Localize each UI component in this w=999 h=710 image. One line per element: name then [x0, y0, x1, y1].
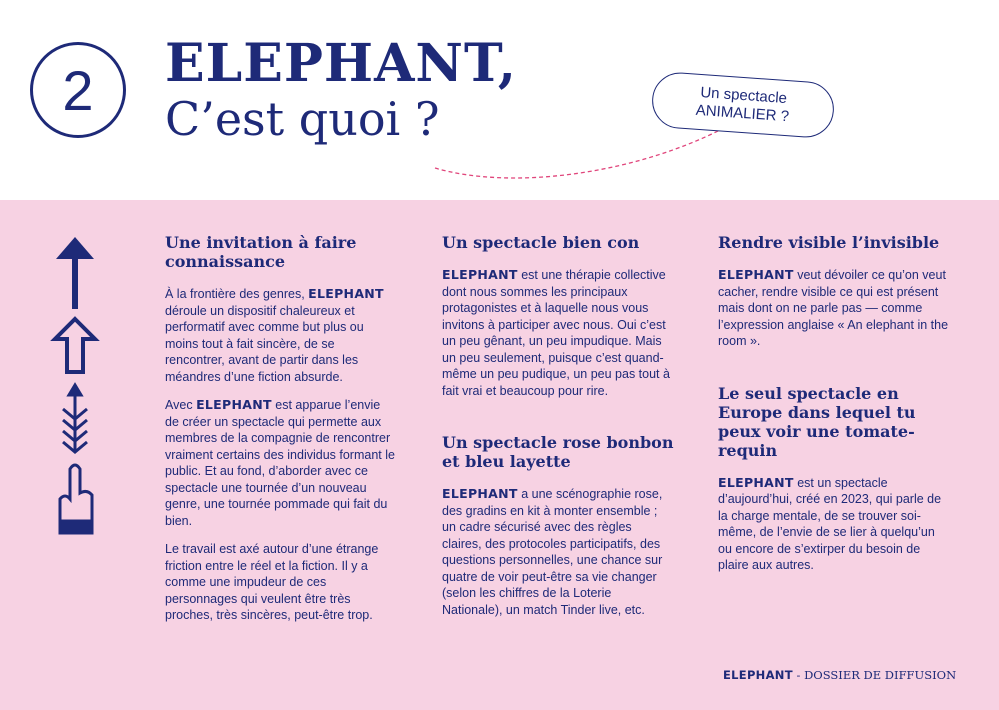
brand-name: ELEPHANT: [718, 474, 794, 490]
feather-arrow-icon: [63, 385, 87, 452]
col2-heading-1: Un spectacle bien con: [442, 233, 640, 252]
col1-p2-intro: Avec: [165, 398, 193, 412]
col3-p1-text: veut dévoiler ce qu’on veut cacher, rendre visible ce qui est présent mais dont on ne parle pas — comme l’expression anglaise « An elephant in the room ».: [718, 268, 949, 348]
col3-heading-2: Le seul spectacle en Europe dans lequel tu peux voir une tomate-requin: [718, 383, 916, 460]
col2-paragraph-1: [442, 267, 674, 399]
col2-p2-text: a une scénographie rose, des gradins en kit à monter ensemble ; un cadre sécurisé avec des règles claires, des protocoles participatifs, des questions personnelles, une chance sur quatre de voir peut-être sa vie changer (selon les chiffres de la Loterie Nationale), un match Tinder live, etc.: [442, 487, 663, 617]
page-title: ELEPHANT,: [165, 33, 518, 94]
col1-paragraph-2: [165, 397, 397, 529]
footer-brand: ELEPHANT: [723, 668, 793, 682]
pointing-hand-icon: [60, 465, 92, 533]
section-number-text: 2: [62, 58, 94, 122]
brand-name: ELEPHANT: [196, 397, 272, 412]
footer-separator: -: [792, 668, 805, 682]
col3-heading-1: Rendre visible l’invisible: [718, 233, 940, 252]
arrow-up-icon: [56, 237, 94, 309]
col1-p1-intro: À la frontière des genres,: [165, 287, 305, 301]
col1-paragraph-1: [165, 286, 397, 385]
column-1: [165, 233, 397, 636]
brand-name: ELEPHANT: [442, 486, 518, 501]
col1-heading: Une invitation à faire connaissance: [165, 233, 357, 271]
col3-p2-text: est un spectacle d’aujourd’hui, créé en 2023, qui parle de la charge mentale, de se trouver soi-même, de l’envie de se lier à quelqu’un ou encore de s’extirper du besoin de plaire aux autres.: [718, 475, 942, 572]
brand-name: ELEPHANT: [718, 267, 794, 282]
icon-column: [50, 237, 100, 537]
col1-p2-text: est apparue l’envie de créer un spectacle qui permette aux membres de la compagnie de rencontrer vraiment certains des individus formant le public. Et au fond, d’aborder avec ce spectacle une tournée d’un nouveau genre, une tournée pommade qui fait du bien.: [165, 398, 395, 528]
dashed-connector: [430, 120, 730, 190]
col3-paragraph-1: [718, 267, 950, 350]
col3-paragraph-2: [718, 475, 950, 574]
col1-paragraph-3: Le travail est axé autour d’une étrange friction entre le réel et la fiction. Il y a comme une impudeur de ces personnages qui veulent être très proches, très sincères, peut-être trop.: [165, 542, 379, 622]
brand-name: ELEPHANT: [442, 267, 518, 282]
footer: [723, 668, 956, 682]
col1-p1-text: déroule un dispositif chaleureux et performatif avec comme but plus ou moins tout à fait sincère, de se rencontrer, avant de partir dans les méandres d’une fiction absurde.: [165, 303, 364, 384]
section-number: [30, 42, 126, 138]
col2-p1-text: est une thérapie collective dont nous sommes les principaux protagonistes et à laquelle nous vous invitons à participer avec nous. Oui c’est un peu gênant, un peu impudique. Mais un peu seulement, puisque c’est quand-même un peu pudique, un peu pas tout à fait vrai et beaucoup pour rire.: [442, 268, 670, 398]
bubble-line-2: ANIMALIER ?: [695, 101, 790, 126]
col2-paragraph-2: [442, 486, 674, 618]
bubble-line-1: Un spectacle: [699, 84, 788, 108]
col2-heading-2: Un spectacle rose bonbon et bleu layette: [442, 433, 674, 471]
footer-label: DOSSIER DE DIFFUSION: [804, 668, 957, 682]
brand-name: ELEPHANT: [308, 286, 384, 301]
column-2: [442, 233, 674, 630]
outline-arrow-up-icon: [55, 319, 95, 372]
page-subtitle: C’est quoi ?: [165, 92, 440, 146]
column-3: [718, 233, 950, 586]
